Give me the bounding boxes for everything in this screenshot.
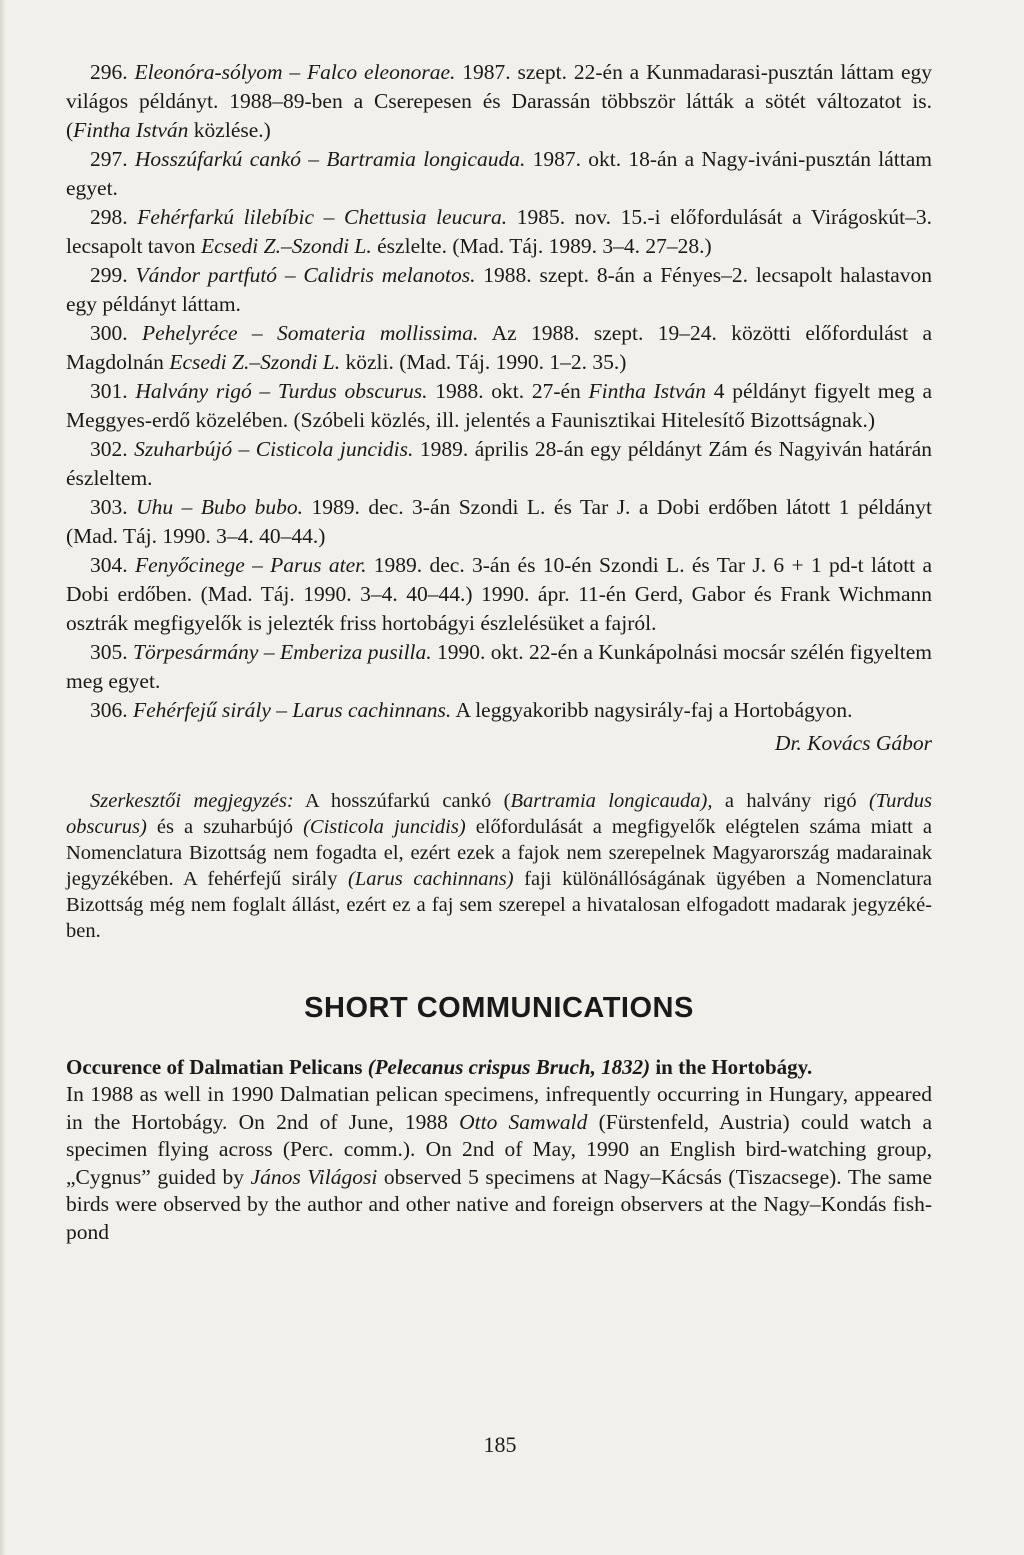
entry-number: 304.	[90, 553, 128, 577]
species-entry-296	[66, 58, 932, 145]
species-name: Hosszúfarkú cankó – Bartramia longicauda.	[134, 147, 526, 171]
entry-text: A leggyakoribb nagysirály-faj a Hortobágyon.	[451, 698, 853, 722]
page-edge-shadow	[0, 0, 6, 1555]
observer-name: Fintha István	[73, 118, 189, 142]
section-heading: SHORT COMMUNICATIONS	[304, 992, 694, 1024]
entry-number: 305.	[90, 640, 128, 664]
species-name: Bartramia longicauda),	[510, 790, 713, 812]
species-name: Eleonóra-sólyom – Falco eleonorae.	[134, 60, 456, 84]
species-name: (Larus cachinnans)	[348, 868, 514, 890]
body-text: (Fürstenfeld, Austria) could watch a specimen flying across (Perc. comm.). On 2nd of May, 1990 an English bird-watching group, „Cygnus” guided by	[66, 1109, 932, 1189]
entry-number: 297.	[90, 147, 128, 171]
species-entry-298	[66, 203, 932, 261]
entry-text: 1989. április 28-án egy példányt Zám és Nagyiván határán észleltem.	[66, 437, 932, 490]
species-entry-303	[66, 493, 932, 551]
observer-name: Ecsedi Z.–Szondi L.	[169, 350, 341, 374]
note-text-part: A hosszúfarkú cankó (	[293, 790, 511, 812]
entry-text: 1985. nov. 15.-i előfordulását a Virágoskút–3. lecsapolt tavon	[66, 205, 932, 258]
species-entry-299	[66, 261, 932, 319]
entry-text: 1989. dec. 3-án Szondi L. és Tar J. a Dobi erdőben látott 1 példányt (Mad. Táj. 1990. 3–4. 40–44.)	[66, 495, 933, 548]
species-name: Fehérfarkú lilebíbic – Chettusia leucura.	[137, 205, 508, 229]
species-entry-300	[66, 319, 932, 377]
entry-number: 302.	[90, 437, 128, 461]
entry-number: 299.	[90, 263, 128, 287]
entry-text-tail: észlelte. (Mad. Táj. 1989. 3–4. 27–28.)	[371, 234, 712, 258]
editorial-note	[66, 788, 932, 944]
person-name: Otto Samwald	[459, 1109, 588, 1134]
species-name: Uhu – Bubo bubo.	[136, 495, 304, 519]
communication-body	[66, 1081, 932, 1246]
species-name: Halvány rigó – Turdus obscurus.	[135, 379, 428, 403]
species-entry-304	[66, 551, 932, 638]
short-communication	[66, 1053, 932, 1246]
title-text: Occurence of Dalmatian Pelicans	[66, 1055, 368, 1079]
document-page	[66, 58, 932, 1246]
species-entry-306	[66, 696, 932, 725]
body-text: In 1988 as well in 1990 Dalmatian pelican specimens, infrequently occurring in Hungary, appeared in the Hortobágy. On 2nd of June, 1988	[66, 1082, 932, 1134]
species-name: (Pelecanus crispus Bruch, 1832)	[367, 1055, 651, 1079]
species-name: Vándor partfutó – Calidris melanotos.	[135, 263, 476, 287]
note-text-part: a halvány rigó	[712, 790, 869, 812]
entry-text: 1988. okt. 27-én	[427, 379, 589, 403]
body-text: observed 5 specimens at Nagy–Kácsás (Tiszacsege). The same birds were observed by the author and other native and foreign observers at the Nagy–Kondás fish-pond	[66, 1164, 933, 1244]
species-name: Fehérfejű sirály – Larus cachinnans.	[133, 698, 452, 722]
entry-text-tail: 4 példányt figyelt meg a Meggyes-erdő közelében. (Szóbeli közlés, ill. jelentés a Faunisztikai Hitelesítő Bizottságnak.)	[66, 379, 933, 432]
entry-number: 296.	[90, 60, 128, 84]
entry-text: Az 1988. szept. 19–24. közötti előfordulást a Magdolnán	[66, 321, 933, 374]
observer-name: Ecsedi Z.–Szondi L.	[200, 234, 372, 258]
person-name: János Világosi	[250, 1164, 378, 1189]
entry-text: 1987. szept. 22-én a Kunmadarasi-pusztán láttam egy világos példányt. 1988–89-ben a Cserepesen és Darassán többször látták a sötét változatot is. (	[66, 60, 933, 142]
species-name: (Turdus obscurus)	[66, 790, 933, 838]
species-name: Pehelyréce – Somateria mollissima.	[142, 321, 479, 345]
author-signature: Dr. Kovács Gábor	[774, 731, 932, 755]
communication-title	[66, 1053, 932, 1081]
species-list	[66, 58, 932, 725]
entry-number: 300.	[90, 321, 128, 345]
species-name: Szuharbújó – Cisticola juncidis.	[134, 437, 414, 461]
note-text-part: és a szuharbújó	[146, 816, 304, 838]
entry-number: 298.	[90, 205, 128, 229]
entry-text-tail: közlése.)	[188, 118, 271, 142]
entry-number: 306.	[90, 698, 128, 722]
species-entry-297	[66, 145, 932, 203]
editorial-note-text	[66, 788, 932, 944]
note-label: Szerkesztői megjegyzés:	[90, 790, 294, 812]
entry-text: 1987. okt. 18-án a Nagy-iváni-pusztán láttam egyet.	[66, 147, 932, 200]
observer-name: Fintha István	[588, 379, 707, 403]
note-text-part: előfordulását a megfigyelők elégtelen száma miatt a Nomenclatura Bizottság nem fogadta el, ezért ezek a fajok nem szerepelnek Magyarország madarainak jegyzékében. A fehérfejű sirály	[66, 816, 932, 890]
species-name: (Cisticola juncidis)	[303, 816, 466, 838]
species-name: Fenyőcinege – Parus ater.	[134, 553, 367, 577]
entry-number: 303.	[90, 495, 128, 519]
species-entry-301	[66, 377, 932, 435]
entry-number: 301.	[90, 379, 128, 403]
entry-text: 1988. szept. 8-án a Fényes–2. lecsapolt halastavon egy példányt láttam.	[66, 263, 932, 316]
entry-text: 1989. dec. 3-án és 10-én Szondi L. és Tar J. 6 + 1 pd-t látott a Dobi erdőben. (Mad. Táj. 1990. 3–4. 40–44.) 1990. ápr. 11-én Gerd, Gabor és Frank Wichmann osztrák megfigyelők is jelezték friss hortobágyi észlelésüket a fajról.	[66, 553, 933, 635]
species-name: Törpesármány – Emberiza pusilla.	[133, 640, 432, 664]
note-text-part: faji különállóságának ügyében a Nomenclatura Bizottság még nem foglalt állást, ezért ez a faj sem szerepel a hivatalosan elfogadott madarak jegyzéké-ben.	[66, 868, 933, 942]
species-entry-305	[66, 638, 932, 696]
page-number: 185	[483, 1432, 517, 1457]
title-text: in the Hortobágy.	[650, 1055, 813, 1079]
species-entry-302	[66, 435, 932, 493]
entry-text: 1990. okt. 22-én a Kunkápolnási mocsár szélén figyeltem meg egyet.	[66, 640, 932, 693]
entry-text-tail: közli. (Mad. Táj. 1990. 1–2. 35.)	[340, 350, 627, 374]
